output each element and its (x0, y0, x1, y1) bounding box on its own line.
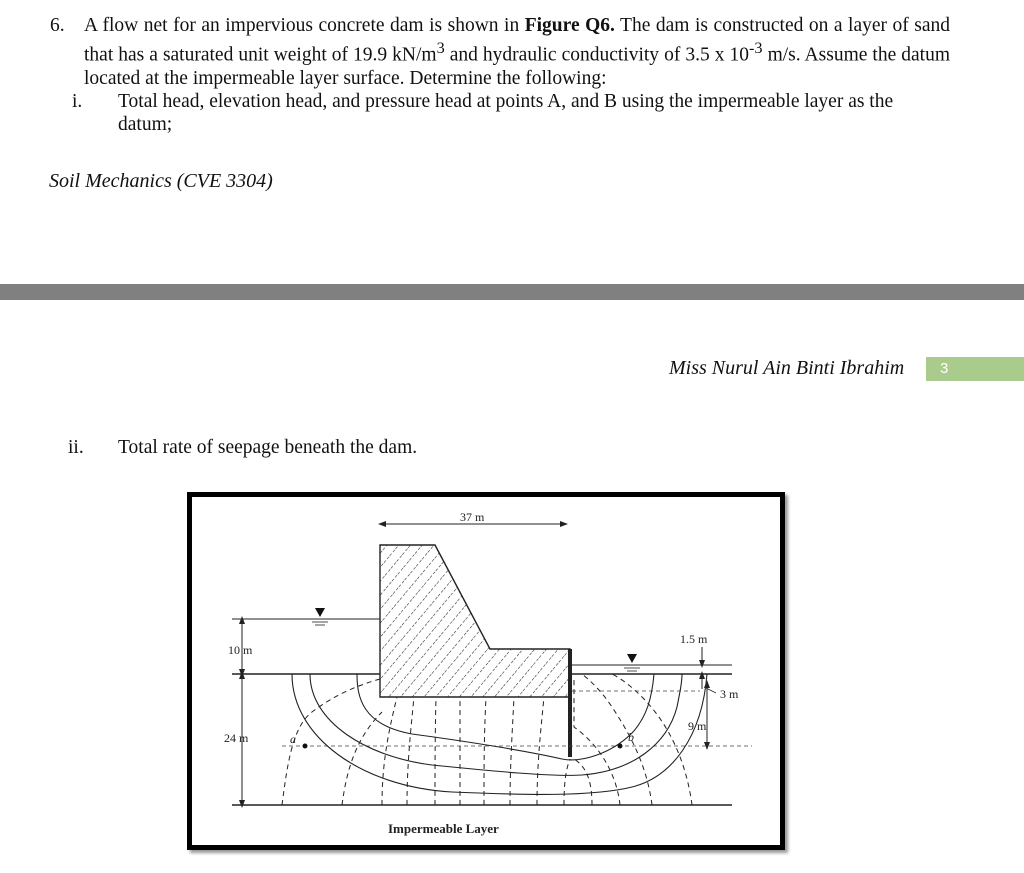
question-text: A flow net for an impervious concrete dam is shown in Figure Q6. The dam is constructed on a layer of sand that has a saturated unit weight of 19.9 $kN/m^3$ and hydraulic conductivity of 3.5 x $10^{-3}$ m/s. Assume the datum located at the impermeable layer surface. Determine the following: (84, 15, 950, 89)
flow-net-diagram (192, 497, 780, 845)
arrow-left-icon (378, 521, 386, 527)
water-level-icon-downstream (627, 654, 637, 663)
author-header: Miss Nurul Ain Binti Ibrahim (669, 357, 905, 379)
layer-depth-label: 24 m (224, 731, 249, 745)
point-b-marker (618, 744, 623, 749)
sheet-pile-cutoff (568, 649, 572, 757)
question-number: 6. (50, 15, 65, 36)
course-footer: Soil Mechanics (CVE 3304) (49, 170, 273, 192)
part-ii-label: ii. (68, 437, 84, 458)
question-part-ii (68, 437, 417, 459)
concrete-dam (380, 545, 570, 697)
figure-q6-flow-net (187, 492, 785, 850)
part-ii-text: Total rate of seepage beneath the dam. (118, 437, 418, 458)
question-6 (50, 14, 950, 136)
point-b-depth-label: 9 m (688, 719, 707, 733)
part-i-label: i. (72, 90, 83, 112)
point-a-marker (303, 744, 308, 749)
dam-width-label: 37 m (460, 510, 485, 524)
upstream-head-label: 10 m (228, 643, 253, 657)
point-a-label: a (290, 732, 296, 746)
downstream-water-label: 1.5 m (680, 632, 708, 646)
page-number-badge: 3 (926, 357, 1024, 381)
page-break-divider (0, 284, 1024, 300)
water-level-icon (315, 608, 325, 617)
figure-reference: Figure Q6. (524, 15, 615, 36)
point-b-label: b (628, 730, 634, 744)
arrow-right-icon (560, 521, 568, 527)
impermeable-layer-label: Impermeable Layer (388, 821, 499, 836)
part-i-text: Total head, elevation head, and pressure head at points A, and B using the impermeable layer as the datum; (118, 90, 894, 135)
cutoff-label: 3 m (720, 687, 739, 701)
